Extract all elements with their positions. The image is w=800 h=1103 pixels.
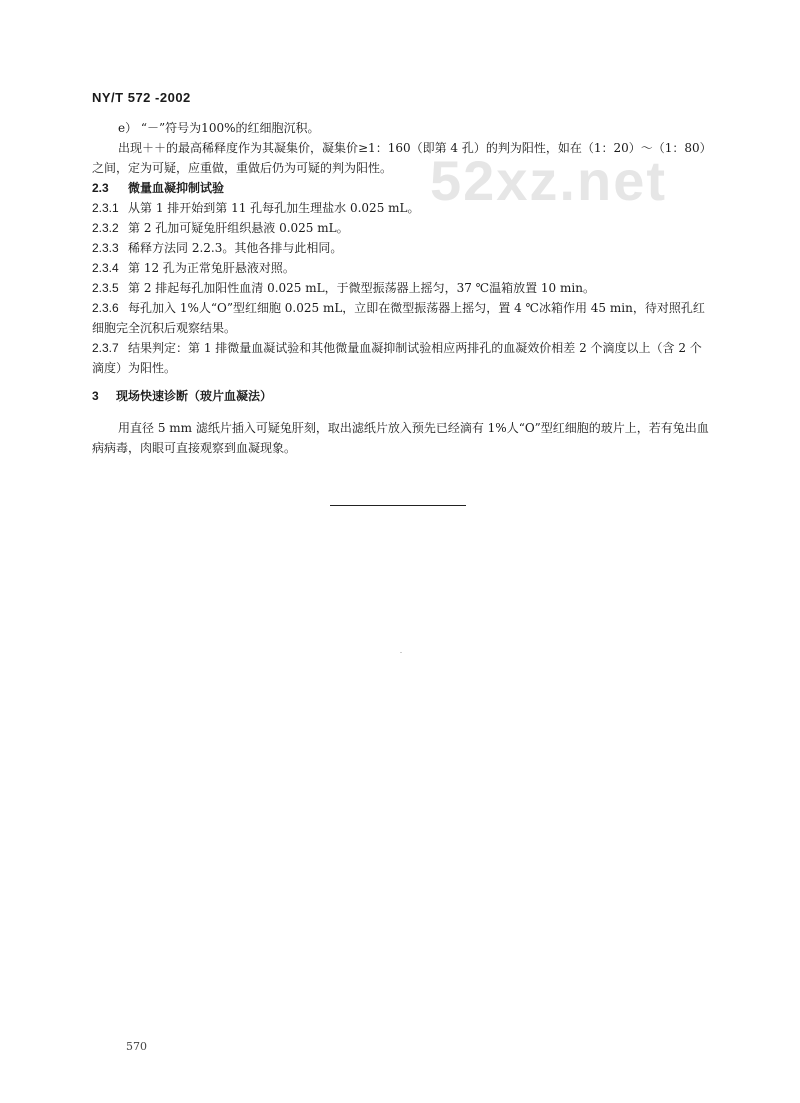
clause-2-3-3 bbox=[92, 238, 712, 258]
clause-text: 第 2 孔加可疑兔肝组织悬液 0.025 mL。 bbox=[128, 221, 349, 235]
section-list bbox=[92, 178, 712, 378]
clause-text: 结果判定：第 1 排微量血凝试验和其他微量血凝抑制试验相应两排孔的血凝效价相差 2 个滴度以上（含 2 个滴度）为阳性。 bbox=[92, 341, 702, 375]
clause-number: 2.3.7 bbox=[92, 341, 119, 355]
page-number: 570 bbox=[126, 1040, 147, 1053]
clause-number: 2.3.2 bbox=[92, 221, 119, 235]
section-3-heading bbox=[92, 386, 712, 406]
result-paragraph: 出现＋＋的最高稀释度作为其凝集价，凝集价≥1：160（即第 4 孔）的判为阳性，如在（1：20）～（1：80）之间，定为可疑，应重做，重做后仍为可疑的判为阳性。 bbox=[92, 141, 712, 175]
watermark: 52xz.net bbox=[430, 149, 667, 212]
clause-number: 2.3.1 bbox=[92, 201, 119, 215]
item-e: e） “－”符号为100%的红细胞沉积。 bbox=[118, 121, 320, 135]
clause-text: 微量血凝抑制试验 bbox=[128, 181, 225, 195]
clause-text: 第 12 孔为正常兔肝悬液对照。 bbox=[128, 261, 295, 275]
end-rule bbox=[330, 505, 466, 506]
clause-2-3 bbox=[92, 178, 712, 198]
clause-2-3-5 bbox=[92, 278, 712, 298]
standard-code: NY/T 572 -2002 bbox=[92, 90, 191, 105]
clause-2-3-2 bbox=[92, 218, 712, 238]
clause-text: 每孔加入 1%人“O”型红细胞 0.025 mL，立即在微型振荡器上摇匀，置 4 ℃冰箱作用 45 min，待对照孔红细胞完全沉积后观察结果。 bbox=[92, 301, 705, 335]
clause-2-3-1 bbox=[92, 198, 712, 218]
clause-text: 第 2 排起每孔加阳性血清 0.025 mL，于微型振荡器上摇匀，37 ℃温箱放置 10 min。 bbox=[128, 281, 595, 295]
clause-text: 从第 1 排开始到第 11 孔每孔加生理盐水 0.025 mL。 bbox=[128, 201, 420, 215]
section-3-number: 3 bbox=[92, 389, 99, 403]
clause-text: 稀释方法同 2.2.3。其他各排与此相同。 bbox=[128, 241, 343, 255]
clause-number: 2.3.3 bbox=[92, 241, 119, 255]
clause-number: 2.3.6 bbox=[92, 301, 119, 315]
clause-number: 2.3.5 bbox=[92, 281, 119, 295]
clause-number: 2.3 bbox=[92, 181, 109, 195]
scan-speck bbox=[400, 652, 402, 653]
section-3-title: 现场快速诊断（玻片血凝法） bbox=[116, 389, 273, 403]
clause-2-3-4 bbox=[92, 258, 712, 278]
document-body bbox=[92, 118, 712, 458]
section-3-paragraph: 用直径 5 mm 滤纸片插入可疑兔肝刻，取出滤纸片放入预先已经滴有 1%人“O”型红细胞的玻片上，若有兔出血病病毒，肉眼可直接观察到血凝现象。 bbox=[92, 421, 709, 455]
clause-number: 2.3.4 bbox=[92, 261, 119, 275]
clause-2-3-7 bbox=[92, 338, 712, 378]
clause-2-3-6 bbox=[92, 298, 712, 338]
